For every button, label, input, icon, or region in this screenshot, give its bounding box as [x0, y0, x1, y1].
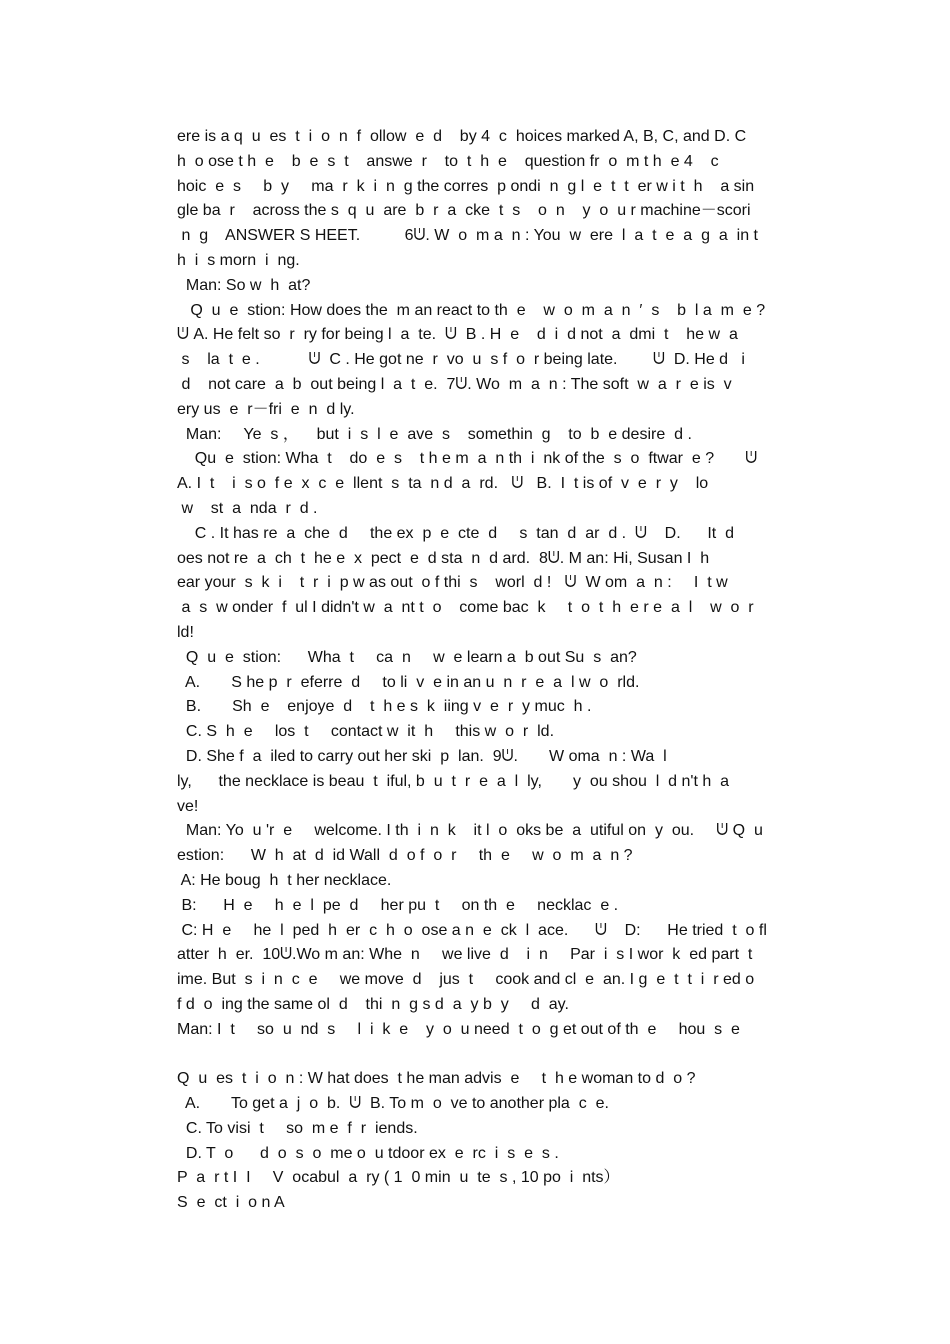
- text-line: P a r t I I V ocabul a ry ( 1 0 min u te s , 10 po i nts）: [177, 1169, 620, 1187]
- text-line: D. T o d o s o me o u tdoor ex e rc i s e s .: [177, 1144, 559, 1162]
- text-line: w st a nda r d .: [177, 499, 318, 517]
- text-line: C . It has re a che d the ex p e cte d s tan d ar d . ᕫ D. It d: [177, 524, 734, 542]
- text-line: Man: I t so u nd s l i k e y o u need t o g et out of th e hou s e: [177, 1020, 740, 1038]
- text-line: S e ct i o n A: [177, 1194, 285, 1212]
- text-line: Man: So w h at?: [177, 276, 311, 294]
- text-line: ᕫ A. He felt so r ry for being l a te. ᕫ B . H e d i d not a dmi t he w a: [177, 326, 738, 344]
- text-line: Q u e stion: How does the m an react to th e w o m a n ′ s b l a m e ?: [177, 301, 766, 319]
- text-line: ime. But s i n c e we move d jus t cook and cl e an. I g e t t i r ed o: [177, 971, 755, 989]
- text-line: a s w onder f ul I didn't w a nt t o come bac k t o t h e r e a l w o r: [177, 599, 754, 617]
- text-line: d not care a b out being l a t e. 7ᕫ. Wo m a n : The soft w a r e is v: [177, 375, 732, 393]
- text-line: estion: W h at d id Wall d o f o r th e w o m a n ?: [177, 847, 633, 865]
- text-line: ve!: [177, 797, 199, 815]
- text-line: ear your s k i t r i p w as out o f thi s worl d ! ᕫ W om a n : I t w: [177, 574, 728, 592]
- text-line: s la t e . ᕫ C . He got ne r vo u s f o r being late. ᕫ D. He d i: [177, 351, 745, 369]
- text-line: Q u e stion: Wha t ca n w e learn a b out Su s an?: [177, 648, 637, 666]
- text-line: atter h er. 10ᕫ.Wo m an: Whe n we live d i n Par i s I wor k ed part t: [177, 946, 753, 964]
- text-line: Qu e stion: Wha t do e s t h e m a n th i nk of the s o ftwar e ? ᕫ: [177, 450, 758, 468]
- text-line: h o ose t h e b e s t answe r to t h e question fr o m t h e 4 c: [177, 152, 719, 170]
- text-line: B: H e h e l pe d her pu t on th e necklac e .: [177, 896, 619, 914]
- text-line: C. S h e los t contact w it h this w o r ld.: [177, 723, 555, 741]
- text-line: C. To visi t so m e f r iends.: [177, 1119, 418, 1137]
- text-line: ly, the necklace is beau t iful, b u t r e a l ly, y ou shou l d n't h a: [177, 772, 730, 790]
- text-line: f d o ing the same ol d thi n g s d a y b y d ay.: [177, 995, 569, 1013]
- text-line: oes not re a ch t he e x pect e d sta n d ard. 8ᕫ. M an: Hi, Susan I h: [177, 549, 710, 567]
- text-line: A. I t i s o f e x c e llent s ta n d a rd. ᕫ B. I t is of v e r y lo: [177, 475, 709, 493]
- text-line: Q u es t i o n : W hat does t he man advis e t h e woman to d o ?: [177, 1070, 696, 1088]
- text-line: A. To get a j o b. ᕫ B. To m o ve to another pla c e.: [177, 1095, 609, 1113]
- text-line: A: He boug h t her necklace.: [177, 871, 392, 889]
- text-line: Man: Yo u 'r e welcome. I th i n k it l o oks be a utiful on y ou. ᕫ Q u: [177, 822, 763, 840]
- text-line: h i s morn i ng.: [177, 251, 300, 269]
- text-line: Man: Ye s ， but i s l e ave s somethin g to b e desire d .: [177, 425, 692, 443]
- text-line: ld!: [177, 623, 194, 641]
- text-line: ere is a q u es t i o n f ollow e d by 4 c hoices marked A, B, C, and D. C: [177, 128, 747, 145]
- text-line: D. She f a iled to carry out her ski p lan. 9ᕫ. W oma n : Wa l: [177, 747, 667, 765]
- text-line: ery us e r－fri e n d ly.: [177, 400, 355, 418]
- listening-section-text: [177, 125, 777, 1216]
- text-line: gle ba r across the s q u are b r a cke t s o n y o u r machine－scori: [177, 202, 751, 220]
- text-line: n g ANSWER S HEET. 6ᕫ. W o m a n : You w ere l a t e a g a in t: [177, 227, 758, 245]
- text-line: A. S he p r eferre d to li v e in an u n r e a l w o rld.: [177, 673, 640, 691]
- text-line: [177, 1042, 777, 1067]
- text-line: B. Sh e enjoye d t h e s k iing v e r y muc h .: [177, 698, 592, 716]
- text-line: C: H e he l ped h er c h o ose a n e ck l ace. ᕫ D: He tried t o fl: [177, 921, 767, 939]
- text-line: hoic e s b y ma r k i n g the corres p ondi n g l e t t er w i t h a sin: [177, 177, 755, 195]
